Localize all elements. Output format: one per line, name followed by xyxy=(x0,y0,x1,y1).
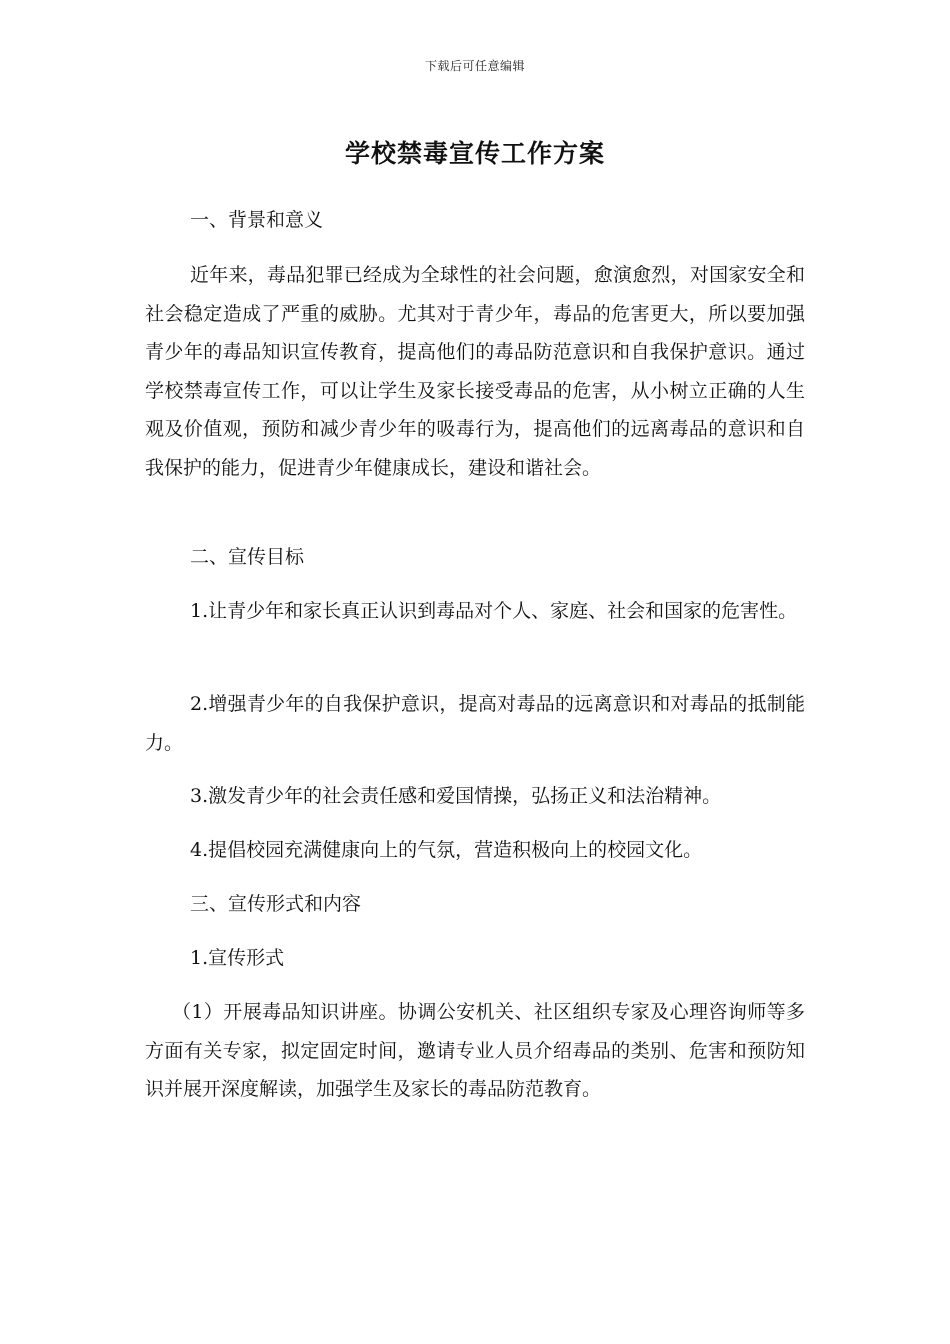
paragraph-background: 近年来，毒品犯罪已经成为全球性的社会问题，愈演愈烈，对国家安全和社会稳定造成了严重的威胁。尤其对于青少年，毒品的危害更大，所以要加强青少年的毒品知识宣传教育，提高他们的毒品防范意识和自我保护意识。通过学校禁毒宣传工作，可以让学生及家长接受毒品的危害，从小树立正确的人生观及价值观，预防和减少青少年的吸毒行为，提高他们的远离毒品的意识和自我保护的能力，促进青少年健康成长，建设和谐社会。 xyxy=(145,264,805,479)
subheading-forms: 1.宣传形式 xyxy=(190,947,285,969)
form-item-1: （1）开展毒品知识讲座。协调公安机关、社区组织专家及心理咨询师等多方面有关专家，拟定固定时间，邀请专业人员介绍毒品的类别、危害和预防知识并展开深度解读，加强学生及家长的毒品防范教育。 xyxy=(145,1001,805,1100)
section-heading-background: 一、背景和意义 xyxy=(190,209,324,231)
goal-item-4: 4.提倡校园充满健康向上的气氛，营造积极向上的校园文化。 xyxy=(190,839,703,861)
header-note: 下载后可任意编辑 xyxy=(424,59,525,73)
section-heading-goals: 二、宣传目标 xyxy=(190,546,305,568)
goal-item-1: 1.让青少年和家长真正认识到毒品对个人、家庭、社会和国家的危害性。 xyxy=(190,600,798,622)
section-heading-forms: 三、宣传形式和内容 xyxy=(190,893,362,915)
goal-item-3: 3.激发青少年的社会责任感和爱国情操，弘扬正义和法治精神。 xyxy=(190,785,722,807)
goal-item-2: 2.增强青少年的自我保护意识，提高对毒品的远离意识和对毒品的抵制能力。 xyxy=(145,693,805,754)
document-title: 学校禁毒宣传工作方案 xyxy=(344,139,605,168)
